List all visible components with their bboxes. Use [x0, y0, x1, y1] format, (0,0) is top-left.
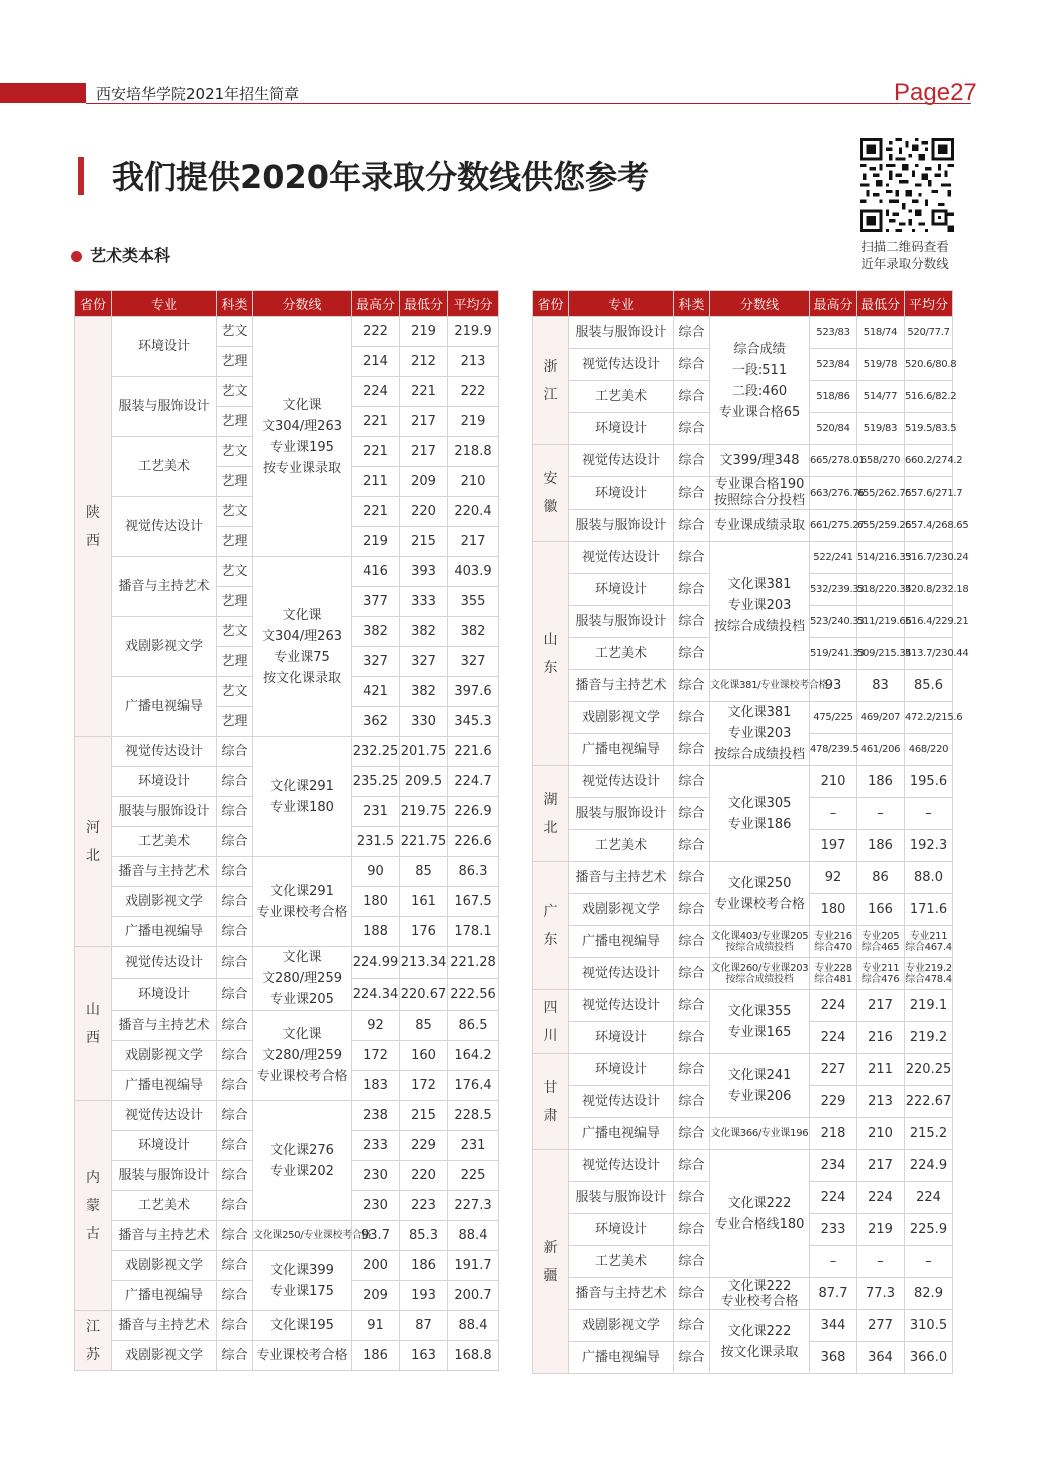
header-bar — [0, 83, 86, 103]
table-row: 环境设计 综合 专业课合格190 按照综合分投档 663/276.76 655/262.75 657.6/271.7 — [533, 477, 953, 510]
table-row: 工艺美术 综合 – – – — [533, 1246, 953, 1278]
table-row: 环境设计 综合 532/239.33 518/220.34 520.8/232.18 — [533, 574, 953, 606]
table-row: 广播电视编导 综合 478/239.5 461/206 468/220 — [533, 734, 953, 766]
table-row: 广播电视编导 综合 183 172 176.4 — [75, 1071, 499, 1101]
table-row: 新 疆 视觉传达设计 综合 文化课222 专业合格线180 234 217 224.9 — [533, 1150, 953, 1182]
table-row: 播音与主持艺术 综合 文化课 文280/理259 专业课校考合格 92 85 86.5 — [75, 1011, 499, 1041]
table-row: 环境设计 综合 233 229 231 — [75, 1131, 499, 1161]
table-row: 艺理 377 333 355 — [75, 587, 499, 617]
brochure-title: 西安培华学院2021年招生简章 — [96, 85, 300, 103]
table-row: 服装与服饰设计 综合 523/240.33 511/219.66 516.4/229.21 — [533, 606, 953, 638]
table-row: 视觉传达设计 综合 文化课260/专业课203 按综合成绩投档 专业228 综合481 专业211 综合476 专业219.2 综合478.4 — [533, 958, 953, 990]
table-row: 工艺美术 综合 230 223 227.3 — [75, 1191, 499, 1221]
table-row: 戏剧影视文学 综合 172 160 164.2 — [75, 1041, 499, 1071]
header-rule — [86, 103, 971, 104]
table-row: 甘 肃 环境设计 综合 文化课241 专业课206 227 211 220.25 — [533, 1054, 953, 1086]
table-row: 戏剧影视文学 综合 文化课399 专业课175 200 186 191.7 — [75, 1251, 499, 1281]
table-row: 播音与主持艺术 综合 文化课250/专业课校考合格 93.7 85.3 88.4 — [75, 1221, 499, 1251]
table-row: 四 川 视觉传达设计 综合 文化课355 专业课165 224 217 219.1 — [533, 990, 953, 1022]
title-accent-bar — [78, 157, 84, 195]
table-row: 工艺美术 艺文 221 217 218.8 — [75, 437, 499, 467]
table-row: 戏剧影视文学 艺文 382 382 382 — [75, 617, 499, 647]
table-row: 江 苏 播音与主持艺术 综合 文化课195 91 87 88.4 — [75, 1311, 499, 1341]
qr-caption: 扫描二维码查看 近年录取分数线 — [861, 239, 949, 271]
table-row: 戏剧影视文学 综合 文化课381 专业课203 按综合成绩投档 475/225 469/207 472.2/215.6 — [533, 702, 953, 734]
table-row: 山 西 视觉传达设计 综合 文化课 文280/理259 专业课205 224.99 213.34 221.28 — [75, 947, 499, 979]
section-heading: 艺术类本科 — [90, 246, 171, 265]
page-number: Page27 — [894, 79, 977, 106]
qr-code-icon[interactable] — [860, 138, 954, 232]
table-row: 环境设计 综合 235.25 209.5 224.7 — [75, 767, 499, 797]
table-row: 广播电视编导 综合 209 193 200.7 — [75, 1281, 499, 1311]
table-row: 工艺美术 综合 519/241.33 509/215.34 513.7/230.44 — [533, 638, 953, 670]
table-row: 陕 西 环境设计 艺文 文化课 文304/理263 专业课195 按专业课录取 222 219 219.9 — [75, 317, 499, 347]
table-row: 湖 北 视觉传达设计 综合 文化课305 专业课186 210 186 195.6 — [533, 766, 953, 798]
table-row: 视觉传达设计 综合 523/84 519/78 520.6/80.8 — [533, 349, 953, 381]
table-row: 艺理 327 327 327 — [75, 647, 499, 677]
table-row: 广播电视编导 综合 188 176 178.1 — [75, 917, 499, 947]
table-row: 播音与主持艺术 综合 文化课381/专业课校考合格 93 83 85.6 — [533, 670, 953, 702]
score-table-right — [532, 290, 969, 1374]
table-row: 浙 江 服装与服饰设计 综合 综合成绩 一段:511 二段:460 专业课合格65 523/83 518/74 520/77.7 — [533, 317, 953, 349]
table-row: 工艺美术 综合 197 186 192.3 — [533, 830, 953, 862]
table-row: 播音与主持艺术 综合 文化课291 专业课校考合格 90 85 86.3 — [75, 857, 499, 887]
table-row: 河 北 视觉传达设计 综合 文化课291 专业课180 232.25 201.75 221.6 — [75, 737, 499, 767]
table-row: 艺理 214 212 213 — [75, 347, 499, 377]
table-row: 工艺美术 综合 518/86 514/77 516.6/82.2 — [533, 381, 953, 413]
table-row: 服装与服饰设计 综合 – – – — [533, 798, 953, 830]
table-row: 服装与服饰设计 综合 230 220 225 — [75, 1161, 499, 1191]
table-row: 服装与服饰设计 综合 231 219.75 226.9 — [75, 797, 499, 827]
page-title: 我们提供2020年录取分数线供您参考 — [112, 158, 650, 196]
table-header: 省份 专业 科类 分数线 最高分 最低分 平均分 — [75, 291, 499, 317]
table-row: 戏剧影视文学 综合 180 166 171.6 — [533, 894, 953, 926]
table-row: 环境设计 综合 224 216 219.2 — [533, 1022, 953, 1054]
table-row: 安 徽 视觉传达设计 综合 文399/理348 665/278.01 658/270 660.2/274.2 — [533, 445, 953, 477]
table-row: 内 蒙 古 视觉传达设计 综合 文化课276 专业课202 238 215 228.5 — [75, 1101, 499, 1131]
table-row: 艺理 221 217 219 — [75, 407, 499, 437]
table-row: 艺理 362 330 345.3 — [75, 707, 499, 737]
score-table-left — [74, 290, 499, 1371]
table-header: 省份 专业 科类 分数线 最高分 最低分 平均分 — [533, 291, 953, 317]
table-row: 山 东 视觉传达设计 综合 文化课381 专业课203 按综合成绩投档 522/241 514/216.33 516.7/230.24 — [533, 542, 953, 574]
table-row: 服装与服饰设计 综合 224 224 224 — [533, 1182, 953, 1214]
table-row: 服装与服饰设计 综合 专业课成绩录取 661/275.27 655/259.25 657.4/268.65 — [533, 510, 953, 542]
table-row: 环境设计 综合 233 219 225.9 — [533, 1214, 953, 1246]
table-row: 环境设计 综合 224.34 220.67 222.56 — [75, 979, 499, 1011]
table-row: 广播电视编导 综合 368 364 366.0 — [533, 1342, 953, 1374]
bullet-icon — [71, 251, 82, 262]
table-row: 广播电视编导 艺文 421 382 397.6 — [75, 677, 499, 707]
table-row: 戏剧影视文学 综合 文化课222 按文化课录取 344 277 310.5 — [533, 1310, 953, 1342]
table-row: 戏剧影视文学 综合 专业课校考合格 186 163 168.8 — [75, 1341, 499, 1371]
table-row: 戏剧影视文学 综合 180 161 167.5 — [75, 887, 499, 917]
table-row: 广播电视编导 综合 文化课403/专业课205 按综合成绩投档 专业216 综合470 专业205 综合465 专业211 综合467.4 — [533, 926, 953, 958]
table-row: 艺理 219 215 217 — [75, 527, 499, 557]
table-row: 播音与主持艺术 综合 文化课222 专业校考合格 87.7 77.3 82.9 — [533, 1278, 953, 1310]
table-row: 环境设计 综合 520/84 519/83 519.5/83.5 — [533, 413, 953, 445]
table-row: 服装与服饰设计 艺文 224 221 222 — [75, 377, 499, 407]
table-row: 广 东 播音与主持艺术 综合 文化课250 专业课校考合格 92 86 88.0 — [533, 862, 953, 894]
table-row: 视觉传达设计 综合 229 213 222.67 — [533, 1086, 953, 1118]
table-row: 视觉传达设计 艺文 221 220 220.4 — [75, 497, 499, 527]
table-row: 艺理 211 209 210 — [75, 467, 499, 497]
table-row: 广播电视编导 综合 文化课366/专业课196 218 210 215.2 — [533, 1118, 953, 1150]
table-row: 工艺美术 综合 231.5 221.75 226.6 — [75, 827, 499, 857]
table-row: 播音与主持艺术 艺文 文化课 文304/理263 专业课75 按文化课录取 416 393 403.9 — [75, 557, 499, 587]
